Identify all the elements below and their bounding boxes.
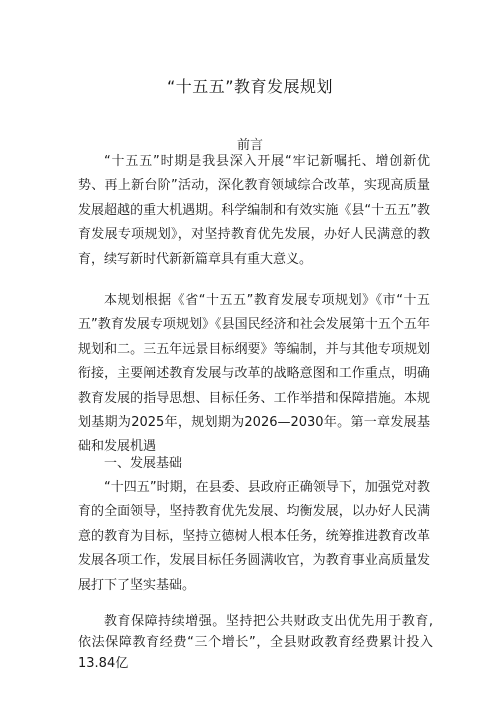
paragraph-foundation: “十四五”时期，在县委、县政府正确领导下，加强党对教育的全面领导，坚持教育优先发展、均衡发展，以办好人民满意的教育为目标，坚持立德树人根本任务，统筹推进教育改革发展各项工作，发展目标任务圆满收官，为教育事业高质量发展打下了坚实基础。 [78,480,430,593]
paragraph-intro: “十五五”时期是我县深入开展“牢记新嘱托、增创新优势、再上新台阶”活动，深化教育领域综合改革，实现高质量发展超越的重大机遇期。科学编制和有效实施《县“十五五”教育发展专项规划》，对坚持教育优先发展，办好人民满意的教育，续写新时代新新篇章具有重大意义。 [78,154,430,267]
document-title: “十五五”教育发展规划 [166,77,334,96]
section-heading: 一、发展基础 [104,456,183,471]
paragraph-basis: 本规划根据《省“十五五”教育发展专项规划》《市“十五五”教育发展专项规划》《县国民经济和社会发展第十五个五年规划和二。三五年远景目标纲要》等编制，并与其他专项规划衔接，主要阐述教育发展与改革的战略意图和工作重点，明确教育发展的指导思想、目标任务、工作举措和保障措施。本规划基期为2025年，规划期为2026—2030年。第一章发展基础和发展机遇 [78,293,430,455]
paragraph-funding: 教育保障持续增强。坚持把公共财政支出优先用于教育,依法保障教育经费“三个增长”，全县财政教育经费累计投入13.84亿 [78,614,433,671]
preface-heading: 前言 [236,138,263,153]
